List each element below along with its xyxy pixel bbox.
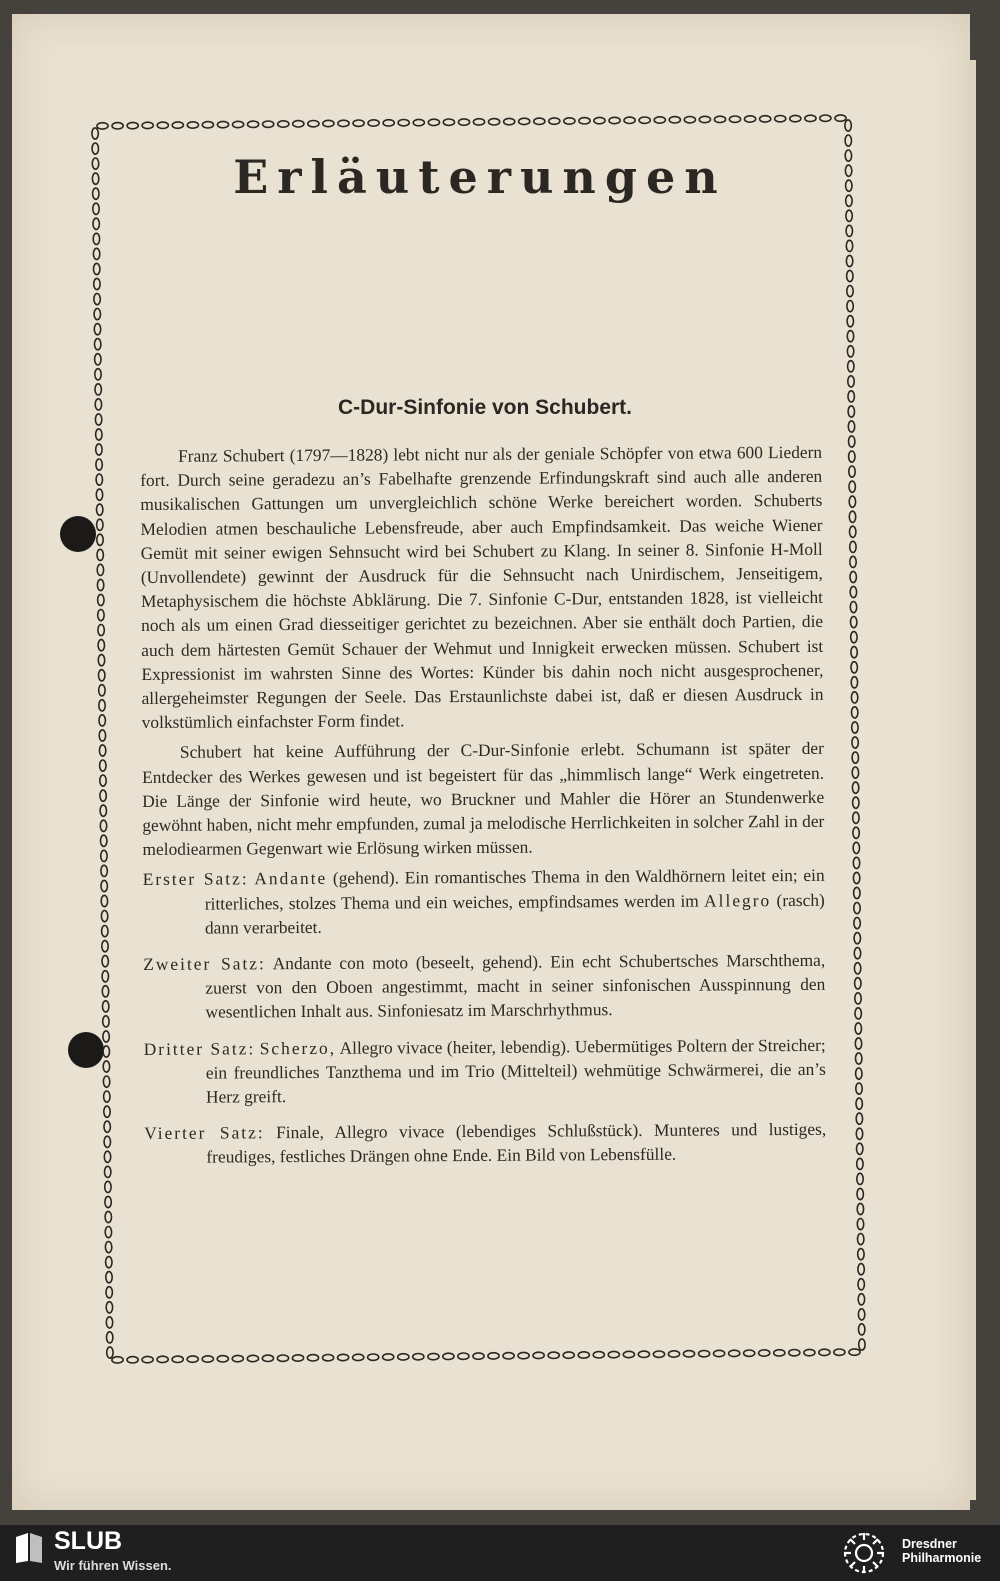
movement-text: (rasch) dann verarbeitet. — [204, 889, 825, 938]
slub-tagline: Wir führen Wissen. — [54, 1558, 172, 1573]
movement-tempo: Allegro — [704, 889, 772, 911]
movement-name: Dritter Satz: — [143, 1037, 256, 1059]
movement-item — [143, 948, 825, 1025]
movement-text: Andante con moto (beseelt, gehend). Ein echt Schubertsches Marschthema, zuerst von den Oboen angestimmt, macht in seiner sinfonischen Ausspinnung den wesentlichen Inhalt aus. Sinfoniesatz im Marschrhythmus. — [205, 949, 826, 1023]
movement-tempo: Andante — [254, 868, 328, 889]
footer-bar — [0, 1525, 1000, 1581]
movement-tempo: Scherzo, — [259, 1037, 337, 1058]
movement-name: Vierter Satz: — [144, 1122, 265, 1144]
movement-item — [143, 863, 825, 940]
section-heading: C-Dur-Sinfonie von Schubert. — [338, 396, 632, 419]
partner-line1: Dresdner — [902, 1537, 957, 1551]
movement-text: (gehend). Ein romantisches Thema in den Waldhörnern leitet ein; ein ritterliches, stolzes Thema und ein weiches, empfindsames werden im — [204, 865, 825, 914]
paragraph: Schubert hat keine Aufführung der C-Dur-Sinfonie erlebt. Schumann ist später der Entdecker des Werkes gewesen und ist begeistert für das „himmlisch lange“ Werk eingetreten. Die Länge der Sinfonie wird heute, wo Bruckner und Mahler die Hörer an Stundenwerke gewöhnt haben, nicht mehr empfunden, zumal ja melodische Herrlichkeiten in solcher Zahl in der melodiearmen Gegenwart wie Erlösung wirken müssen. — [141, 738, 825, 860]
movement-name: Erster Satz: — [142, 868, 249, 890]
movement-item — [144, 1032, 826, 1109]
movement-name: Zweiter Satz: — [143, 953, 266, 975]
philharmonie-logo-icon — [838, 1528, 890, 1578]
movement-item — [144, 1117, 826, 1170]
slub-logo-icon — [14, 1531, 44, 1565]
movement-text: Finale, Allegro vivace (lebendiges Schlußstück). Munteres und lustiges, freudiges, festliches Drängen ohne Ende. Ein Bild von Lebensfülle. — [206, 1119, 827, 1168]
philharmonie-logo-text — [902, 1537, 998, 1565]
partner-line2: Philharmonie — [902, 1551, 982, 1565]
slub-logo-text: SLUB — [54, 1527, 123, 1555]
movement-text: Allegro vivace (heiter, lebendig). Uebermütiges Poltern der Streicher; ein freundliches Tanzthema und im Trio (Mittelteil) wehmütige Schwärmerei, die an’s Herz greift. — [205, 1034, 826, 1107]
paragraph: Franz Schubert (1797—1828) lebt nicht nur als der geniale Schöpfer von etwa 600 Liedern fort. Durch seine geradezu an’s Fabelhafte grenzende Erfindungskraft sind auch alle anderen musikalischen Gattungen um unvergleichlich schöne Werke bereichert worden. Schuberts Melodien atmen beschauliche Lebensfreude, aber auch Empfindsamkeit. Das weiche Wiener Gemüt mit seiner ewigen Sehnsucht wird bei Schubert zu Klang. In seiner 8. Sinfonie H-Moll (Unvollendete) gewinnt der Ausdruck für die Sehnsucht nach Unirdischem, Jenseitigem, Metaphysischem die höchste Abklärung. Die 7. Sinfonie C-Dur, entstanden 1828, ist vielleicht noch als um einen Grad diesseitiger gerichtet zu bezeichnen. Aber sie enthält doch Partien, die auch dem härtesten Gemüt Schauer der Wehmut und Innigkeit erwecken müssen. Schubert ist Expressionist im wahrsten Sinne des Wortes: Künder bis dahin noch nicht ausgesprochener, allergeheimster Regungen der Seele. Das Erstaunlichste dabei ist, daß er diesen Ausdruck in volkstümlich einfachster Form findet. — [140, 441, 824, 733]
page-title: Erläuterungen — [233, 150, 727, 204]
document-body — [140, 440, 826, 1170]
